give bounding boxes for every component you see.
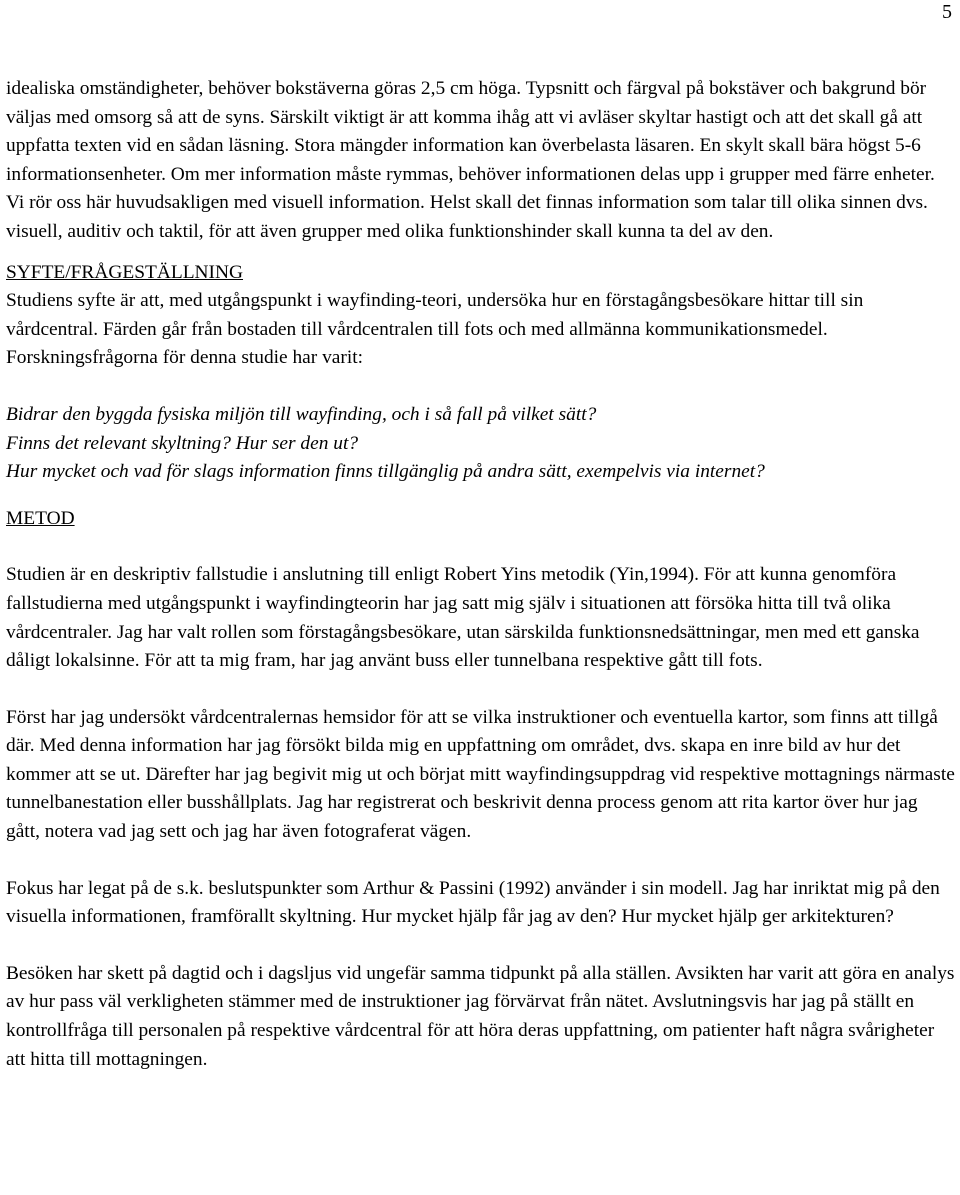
method-heading: METOD: [6, 507, 75, 529]
method-paragraph: Först har jag undersökt vårdcentralernas hemsidor för att se vilka instruktioner och eventuella kartor, som finns att tillgå där. Med denna information har jag försökt bilda mig en uppfattning om området, dvs. skapa en inre bild av hur det kommer att se ut. Därefter har jag begivit mig ut och börjat mitt wayfindingsuppdrag vid respektive mottagnings närmaste tunnelbanestation eller busshållplats. Jag har registrerat och beskrivit denna process genom att rita kartor över hur jag gått, notera vad jag sett och jag har även fotograferat vägen.: [6, 706, 955, 843]
intro-paragraph: idealiska omständigheter, behöver bokstäverna göras 2,5 cm höga. Typsnitt och färgval på bokstäver och bakgrund bör väljas med omsorg så att de syns. Särskilt viktigt är att komma ihåg att vi avläser skyltar hastigt och att det skall gå att uppfatta texten vid en sådan läsning. Stora mängder information kan överbelasta läsaren. En skylt skall bära högst 5-6 informationsenheter. Om mer information måste rymmas, behöver informationen delas upp i grupper med färre enheter. Vi rör oss här huvudsakligen med visuell information. Helst skall det finnas information som talar till olika sinnen dvs. visuell, auditiv och taktil, för att även grupper med olika funktionshinder skall kunna ta del av den.: [6, 78, 935, 242]
research-question: Finns det relevant skyltning? Hur ser den ut?: [6, 432, 359, 454]
method-paragraph: Besöken har skett på dagtid och i dagsljus vid ungefär samma tidpunkt på alla ställen. Avsikten har varit att göra en analys av hur pass väl verkligheten stämmer med de instruktioner jag förvärvat från nätet. Avslutningsvis har jag på ställt en kontrollfråga till personalen på respektive vårdcentral för att höra deras uppfattning, om patienter haft några svårigheter att hitta till mottagningen.: [6, 962, 955, 1070]
purpose-paragraph: Studiens syfte är att, med utgångspunkt i wayfinding-teori, undersöka hur en förstagångsbesökare hittar till sin vårdcentral. Färden går från bostaden till vårdcentralen till fots och med allmänna kommunikationsmedel. Forskningsfrågorna för denna studie har varit:: [6, 290, 864, 369]
page-number: 5: [942, 1, 952, 23]
research-question: Hur mycket och vad för slags information finns tillgänglig på andra sätt, exempelvis via internet?: [6, 461, 765, 483]
document-body: [6, 75, 956, 1074]
purpose-heading: SYFTE/FRÅGESTÄLLNING: [6, 261, 244, 283]
method-paragraph: Fokus har legat på de s.k. beslutspunkter som Arthur & Passini (1992) använder i sin modell. Jag har inriktat mig på den visuella informationen, framförallt skyltning. Hur mycket hjälp får jag av den? Hur mycket hjälp ger arkitekturen?: [6, 877, 940, 928]
research-questions: [6, 401, 956, 487]
research-question: Bidrar den byggda fysiska miljön till wayfinding, och i så fall på vilket sätt?: [6, 403, 597, 425]
method-paragraph: Studien är en deskriptiv fallstudie i anslutning till enligt Robert Yins metodik (Yin,1994). För att kunna genomföra fallstudierna med utgångspunkt i wayfindingteorin har jag satt mig själv i situationen att försöka hitta till två olika vårdcentraler. Jag har valt rollen som förstagångsbesökare, utan särskilda funktionsnedsättningar, men med ett ganska dåligt lokalsinne. För att ta mig fram, har jag använt buss eller tunnelbana respektive gått till fots.: [6, 564, 920, 672]
